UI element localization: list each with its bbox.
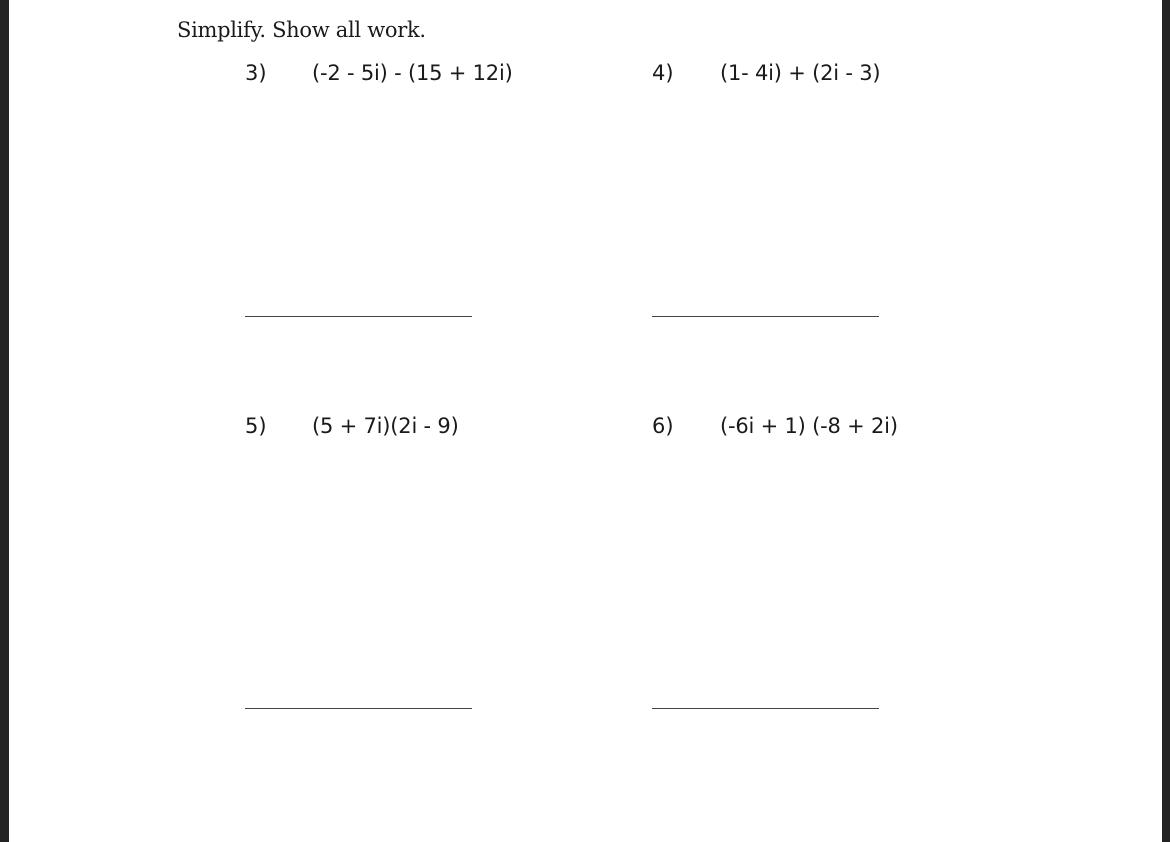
problem-number: 4): [652, 61, 674, 85]
instructions-heading: Simplify. Show all work.: [177, 18, 426, 42]
problem-expression: (5 + 7i)(2i - 9): [312, 414, 459, 438]
problem-number: 5): [245, 414, 267, 438]
worksheet-page: [9, 0, 1162, 842]
answer-line[interactable]: [652, 316, 879, 317]
problem-expression: (1- 4i) + (2i - 3): [720, 61, 881, 85]
answer-line[interactable]: [245, 316, 472, 317]
answer-line[interactable]: [245, 708, 472, 709]
problem-expression: (-6i + 1) (-8 + 2i): [720, 414, 898, 438]
problem-number: 6): [652, 414, 674, 438]
problem-number: 3): [245, 61, 267, 85]
problem-expression: (-2 - 5i) - (15 + 12i): [312, 61, 513, 85]
answer-line[interactable]: [652, 708, 879, 709]
